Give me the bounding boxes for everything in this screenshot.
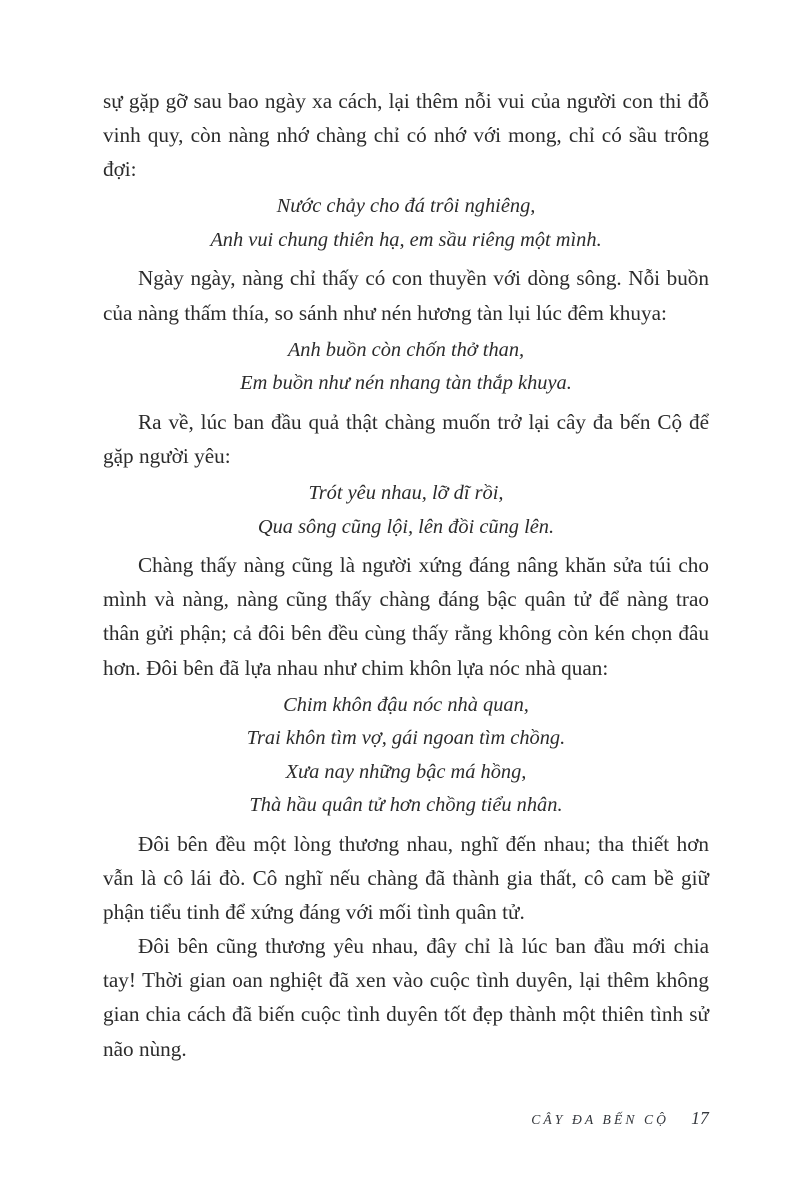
verse-quote bbox=[103, 334, 709, 401]
paragraph: sự gặp gỡ sau bao ngày xa cách, lại thêm nỗi vui của người con thi đỗ vinh quy, còn nàng nhớ chàng chỉ có nhớ với mong, chỉ có sầu trông đợi: bbox=[103, 89, 709, 182]
verse-quote bbox=[103, 190, 709, 257]
verse-line: Thà hầu quân tử hơn chồng tiểu nhân. bbox=[249, 794, 563, 817]
paragraph: Ngày ngày, nàng chỉ thấy có con thuyền với dòng sông. Nỗi buồn của nàng thấm thía, so sánh như nén hương tàn lụi lúc đêm khuya: bbox=[103, 266, 709, 325]
verse-line: Em buồn như nén nhang tàn thắp khuya. bbox=[240, 372, 572, 395]
verse-quote bbox=[103, 689, 709, 823]
paragraph: Chàng thấy nàng cũng là người xứng đáng nâng khăn sửa túi cho mình và nàng, nàng cũng thấy chàng đáng bậc quân tử để nàng trao thân gửi phận; cả đôi bên đều cùng thấy rằng không còn kén chọn đâu hơn. Đôi bên đã lựa nhau như chim khôn lựa nóc nhà quan: bbox=[103, 553, 709, 680]
paragraph: Đôi bên cũng thương yêu nhau, đây chỉ là lúc ban đầu mới chia tay! Thời gian oan nghiệt đã xen vào cuộc tình duyên, lại thêm không gian chia cách đã biến cuộc tình duyên tốt đẹp thành một thiên tình sử não nùng. bbox=[103, 934, 709, 1061]
verse-line: Trai khôn tìm vợ, gái ngoan tìm chồng. bbox=[246, 727, 566, 750]
verse-line: Trót yêu nhau, lỡ dĩ rồi, bbox=[308, 482, 504, 505]
verse-line: Anh vui chung thiên hạ, em sầu riêng một mình. bbox=[210, 228, 602, 251]
paragraph: Đôi bên đều một lòng thương nhau, nghĩ đến nhau; tha thiết hơn vẫn là cô lái đò. Cô nghĩ nếu chàng đã thành gia thất, cô cam bề giữ phận tiểu tinh để xứng đáng với mối tình quân tử. bbox=[103, 831, 709, 925]
verse-line: Chim khôn đậu nóc nhà quan, bbox=[283, 693, 529, 716]
verse-line: Qua sông cũng lội, lên đồi cũng lên. bbox=[257, 515, 555, 538]
verse-line: Anh buồn còn chốn thở than, bbox=[287, 338, 525, 361]
verse-line: Nước chảy cho đá trôi nghiêng, bbox=[276, 195, 536, 218]
verse-quote bbox=[103, 477, 709, 544]
running-title: CÂY ĐA BẾN CỘ bbox=[531, 1112, 670, 1127]
page-footer bbox=[103, 1108, 709, 1129]
page-text-block bbox=[103, 84, 709, 1066]
verse-line: Xưa nay những bậc má hồng, bbox=[285, 760, 527, 783]
paragraph: Ra về, lúc ban đầu quả thật chàng muốn trở lại cây đa bến Cộ để gặp người yêu: bbox=[103, 409, 709, 468]
page-number: 17 bbox=[691, 1108, 709, 1128]
